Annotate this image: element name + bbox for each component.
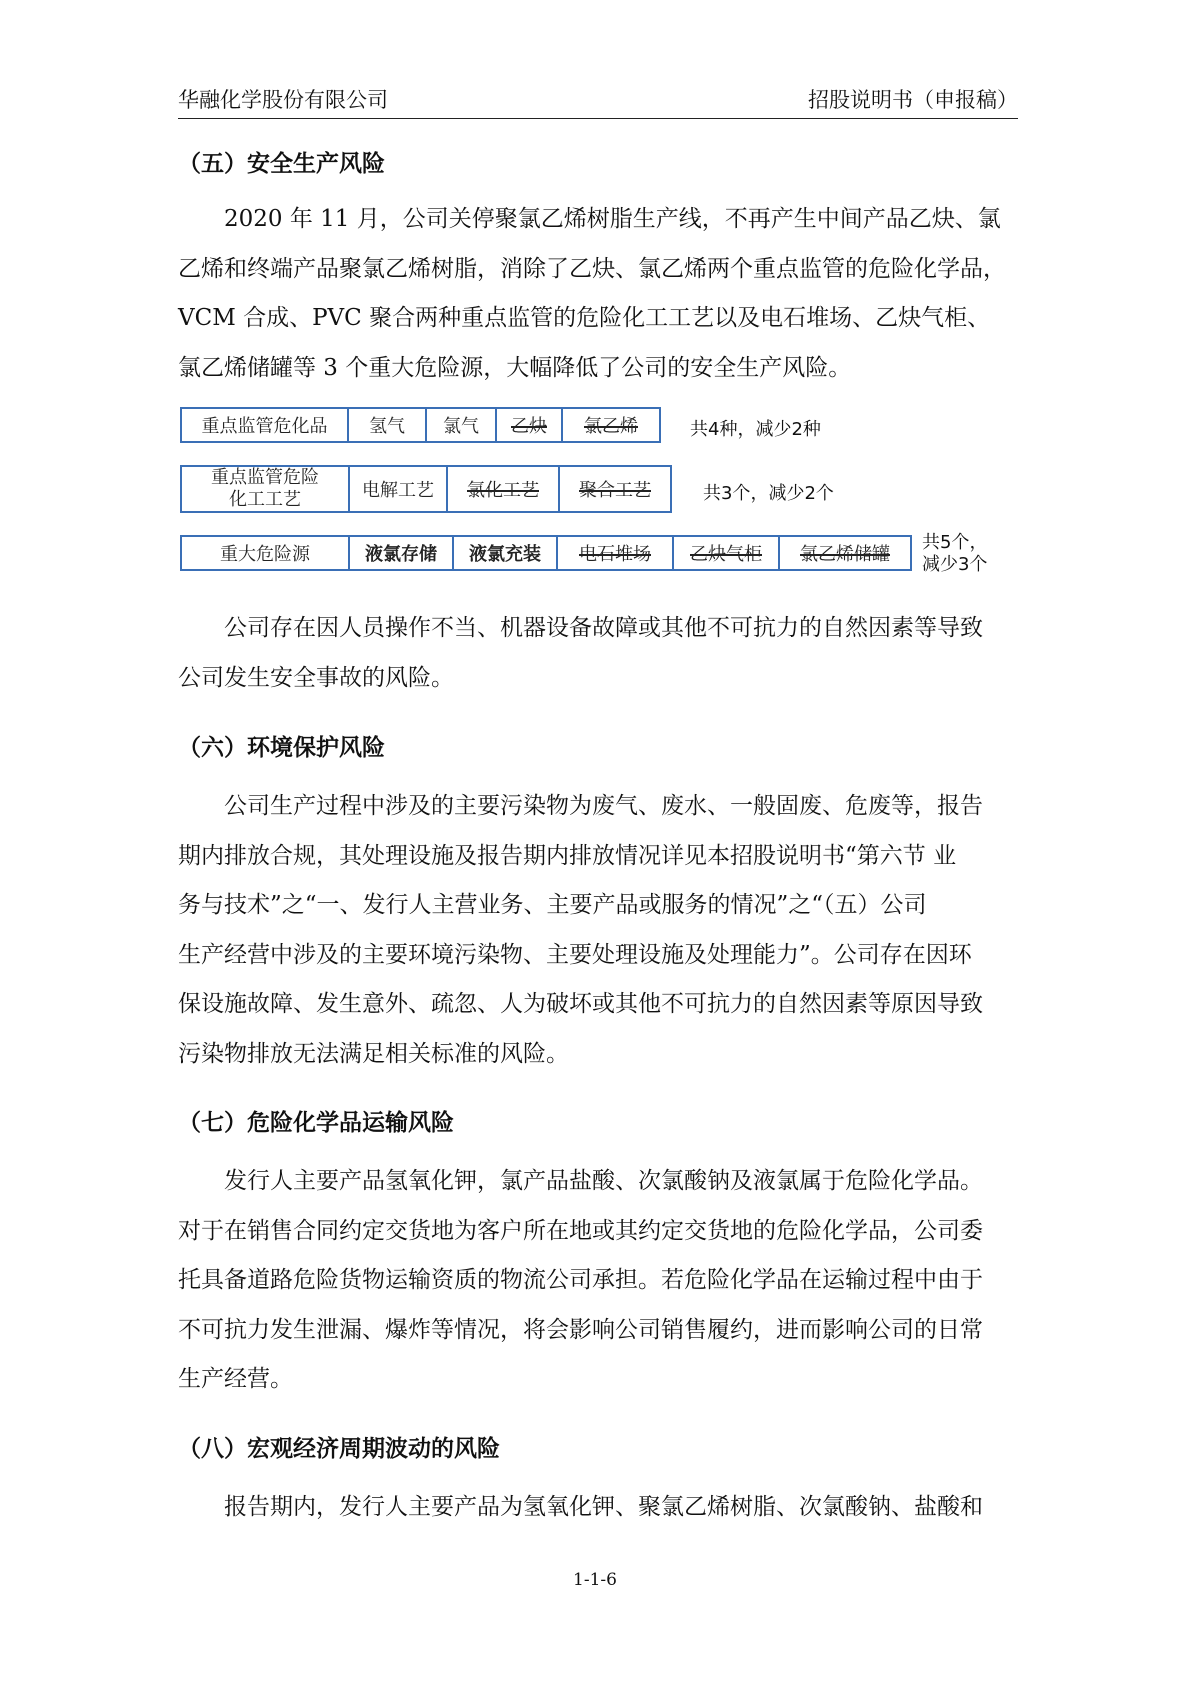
- text-line: 保设施故障、发生意外、疏忽、人为破坏或其他不可抗力的自然因素等原因导致: [178, 991, 983, 1017]
- text-line: 发行人主要产品氢氧化钾，氯产品盐酸、次氯酸钠及液氯属于危险化学品。: [224, 1168, 983, 1194]
- text-line: 污染物排放无法满足相关标准的风险。: [178, 1040, 569, 1067]
- table-cell-removed: 乙炔: [496, 408, 562, 442]
- section-5-title: （五）安全生产风险: [178, 151, 385, 177]
- table-3-note: [922, 532, 987, 576]
- text-line: 托具备道路危险货物运输资质的物流公司承担。若危险化学品在运输过程中由于: [178, 1267, 983, 1293]
- page-number: 1-1-6: [573, 1570, 617, 1590]
- text-line: 务与技术”之“一、发行人主营业务、主要产品或服务的情况”之“（五）公司: [178, 892, 927, 918]
- section-8-title: （八）宏观经济周期波动的风险: [178, 1436, 500, 1462]
- text-line: 公司发生安全事故的风险。: [178, 664, 454, 691]
- major-hazard-sources-table: [180, 535, 912, 571]
- text-line: 生产经营。: [178, 1366, 293, 1392]
- text-line: 2020 年 11 月，公司关停聚氯乙烯树脂生产线，不再产生中间产品乙炔、氯: [224, 206, 1001, 232]
- table-cell: 液氯存储: [349, 536, 453, 570]
- text-line: 氯乙烯储罐等 3 个重大危险源，大幅降低了公司的安全生产风险。: [178, 354, 852, 381]
- table-cell: 氯气: [426, 408, 496, 442]
- note-line: 共5个，: [922, 532, 988, 553]
- table-cell-removed: 乙炔气柜: [673, 536, 779, 570]
- company-name: 华融化学股份有限公司: [178, 88, 388, 112]
- text-line: 报告期内，发行人主要产品为氢氧化钾、聚氯乙烯树脂、次氯酸钠、盐酸和: [224, 1494, 983, 1520]
- hazardous-processes-table: [180, 465, 672, 513]
- table-cell-removed: 聚合工艺: [559, 466, 671, 512]
- section-5-paragraph-2: [178, 604, 1018, 703]
- text-line: 期内排放合规，其处理设施及报告期内排放情况详见本招股说明书“第六节 业: [178, 842, 957, 869]
- text-line: 公司存在因人员操作不当、机器设备故障或其他不可抗力的自然因素等导致: [224, 615, 983, 641]
- hazardous-chemicals-table: [180, 407, 661, 443]
- table-cell: 氢气: [348, 408, 426, 442]
- section-8-paragraph-1: [178, 1483, 1018, 1533]
- table-cell: 液氯充装: [453, 536, 557, 570]
- table-label: 重点监管危化品: [181, 408, 348, 442]
- table-cell-removed: 氯化工艺: [447, 466, 559, 512]
- note-line: 减少3个: [922, 554, 988, 575]
- label-line: 重点监管危险: [211, 467, 319, 488]
- table-2-note: 共3个，减少2个: [703, 483, 834, 504]
- table-label: 重大危险源: [181, 536, 349, 570]
- text-line: 不可抗力发生泄漏、爆炸等情况，将会影响公司销售履约，进而影响公司的日常: [178, 1316, 983, 1343]
- section-5-paragraph-1: [178, 195, 1018, 393]
- section-6-paragraph-1: [178, 782, 1018, 1079]
- table-cell-removed: 氯乙烯储罐: [779, 536, 911, 570]
- text-line: 生产经营中涉及的主要环境污染物、主要处理设施及处理能力”。公司存在因环: [178, 941, 972, 968]
- text-line: VCM 合成、PVC 聚合两种重点监管的危险化工工艺以及电石堆场、乙炔气柜、: [178, 305, 991, 331]
- table-cell-removed: 电石堆场: [557, 536, 673, 570]
- table-cell: 电解工艺: [349, 466, 447, 512]
- section-7-paragraph-1: [178, 1157, 1018, 1405]
- section-6-title: （六）环境保护风险: [178, 735, 385, 761]
- text-line: 乙烯和终端产品聚氯乙烯树脂，消除了乙炔、氯乙烯两个重点监管的危险化学品，: [178, 255, 1006, 282]
- table-cell-removed: 氯乙烯: [562, 408, 660, 442]
- section-7-title: （七）危险化学品运输风险: [178, 1110, 454, 1136]
- label-line: 化工工艺: [229, 489, 301, 510]
- table-1-note: 共4种，减少2种: [690, 419, 821, 440]
- page-header: [178, 84, 1018, 119]
- text-line: 对于在销售合同约定交货地为客户所在地或其约定交货地的危险化学品，公司委: [178, 1217, 983, 1244]
- text-line: 公司生产过程中涉及的主要污染物为废气、废水、一般固废、危废等，报告: [224, 793, 983, 819]
- document-title: 招股说明书（申报稿）: [808, 88, 1018, 112]
- table-label: [181, 466, 349, 512]
